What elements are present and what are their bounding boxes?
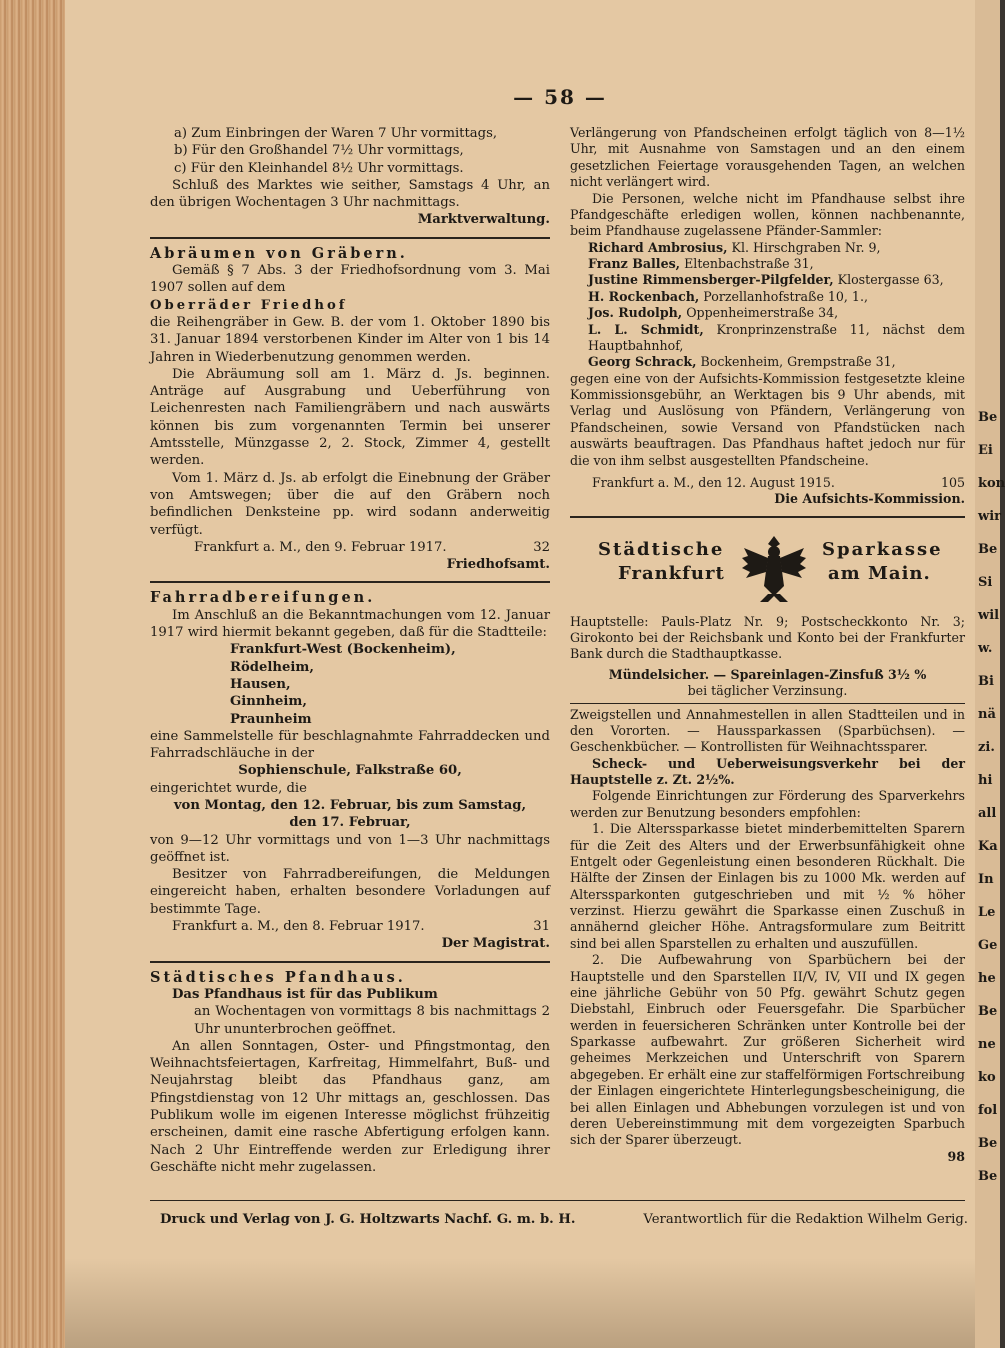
district-item: Ginnheim, xyxy=(230,694,307,710)
page-number: — 58 — xyxy=(513,85,607,109)
collector-address: Porzellanhofstraße 10, 1., xyxy=(703,288,868,304)
pawnshop-continued xyxy=(570,125,965,508)
next-page-edge xyxy=(975,0,1005,1348)
next-page-fragment: ko xyxy=(978,1070,996,1085)
bicycles-heading: Fahrradbereifungen. xyxy=(150,589,376,607)
book-spine xyxy=(0,0,65,1348)
bicycles-paragraph: eingerichtet wurde, die xyxy=(150,780,307,796)
graves-intro: Gemäß § 7 Abs. 3 der Friedhofsordnung vom 3. Mai 1907 sollen auf dem xyxy=(150,263,550,296)
savings-rate: Mündelsicher. — Spareinlagen-Zinsfuß 3½ % xyxy=(608,666,927,682)
market-closing: Schluß des Marktes wie seither, Samstags 4 Uhr, an den übrigen Wochentagen 3 Uhr nachmittags. xyxy=(150,177,550,211)
collector-address: Kronprinzenstraße 11, nächst dem Hauptbahnhof, xyxy=(588,321,965,353)
collector-item xyxy=(570,322,965,355)
next-page-fragment: wir xyxy=(978,509,1001,524)
left-column xyxy=(150,125,550,1176)
footer xyxy=(160,1212,968,1227)
savings-title-right: Sparkasse xyxy=(822,538,943,560)
collector-name: Jos. Rudolph, xyxy=(588,305,683,321)
savings-title-left: Städtische xyxy=(598,538,725,560)
next-page-fragment: nä xyxy=(978,707,996,722)
bicycles-school: Sophienschule, Falkstraße 60, xyxy=(238,763,462,779)
graves-paragraph: Vom 1. März d. Js. ab erfolgt die Einebnung der Gräber von Amtswegen; über die auf den Gräbern noch befindlichen Denksteine pp. wird sodann anderweitig verfügt. xyxy=(150,470,550,538)
next-page-fragment: zi. xyxy=(978,740,995,755)
collector-address: Oppenheimerstraße 34, xyxy=(686,305,839,321)
bicycles-intro: Im Anschluß an die Bekanntmachungen vom 12. Januar 1917 wird hiermit bekannt gegeben, daß für die Stadtteile: xyxy=(150,607,550,641)
next-page-fragment: Le xyxy=(978,905,996,920)
collector-item xyxy=(570,240,965,256)
savings-main-office: Hauptstelle: Pauls-Platz Nr. 9; Postscheckkonto Nr. 3; Girokonto bei der Reichsbank und Konto bei der Frankfurter Bank durch die Stadthauptkasse. xyxy=(570,613,965,662)
printer-line: Druck und Verlag von J. G. Holtzwarts Nachf. G. m. b. H. xyxy=(160,1212,576,1227)
collector-name: H. Rockenbach, xyxy=(588,288,700,304)
collector-address: Klostergasse 63, xyxy=(837,272,944,288)
collector-item xyxy=(570,305,965,321)
savings-title-right: am Main. xyxy=(828,562,931,584)
bicycles-number: 31 xyxy=(533,919,550,935)
savings-paragraph: 1. Die Alterssparkasse bietet minderbemittelten Sparern für die Zeit des Alters und der Erwerbsunfähigkeit ohne Entgelt oder Gegenleistung einen besonderen Rückhalt. Die Hälfte der Zinsen der Einlagen bis zu 1000 Mk. werden auf Alterssparkonten gutgeschrieben und mit ½ % höher verzinst. Hierzu gewährt die Sparkasse einen Zuschuß in annähernd gleicher Höhe. Antragsformulare zum Beitritt sind bei allen Sparstellen zu erhalten und auszufüllen. xyxy=(570,821,965,951)
pawnshop-notice xyxy=(150,969,550,1177)
savings-paragraph: Zweigstellen und Annahmestellen in allen Stadtteilen und in den Vororten. — Haussparkassen (Sparbüchsen). — Geschenkbücher. — Kontrollisten für Weihnachtssparer. xyxy=(570,706,965,755)
savings-number: 98 xyxy=(947,1148,965,1164)
market-item-c: c) Für den Kleinhandel 8½ Uhr vormittags. xyxy=(174,160,464,176)
divider xyxy=(570,703,965,704)
pawnshop-paragraph: Das Pfandhaus ist für das Publikum xyxy=(172,986,438,1002)
frankfurt-eagle-icon xyxy=(740,532,808,604)
next-page-fragment: fol xyxy=(978,1103,998,1118)
bicycles-date-line xyxy=(150,918,550,935)
next-page-fragment: ne xyxy=(978,1037,996,1052)
savings-paragraph: Scheck- und Ueberweisungsverkehr bei der Hauptstelle z. Zt. 2½%. xyxy=(570,755,965,787)
collector-name: Richard Ambrosius, xyxy=(588,239,728,255)
bicycles-period: den 17. Februar, xyxy=(289,815,411,831)
district-item: Rödelheim, xyxy=(230,659,314,675)
district-item: Praunheim xyxy=(230,711,312,727)
page-shadow xyxy=(65,1258,975,1348)
bicycles-period: von Montag, den 12. Februar, bis zum Samstag, xyxy=(173,797,527,813)
bicycles-paragraph: eine Sammelstelle für beschlagnahmte Fahrraddecken und Fahrradschläuche in der xyxy=(150,728,550,762)
bicycles-paragraph: Besitzer von Fahrradbereifungen, die Meldungen eingereicht haben, erhalten besondere Vorladungen auf bestimmte Tage. xyxy=(150,867,550,917)
bicycles-signature: Der Magistrat. xyxy=(441,936,550,952)
collector-address: Bockenheim, Grempstraße 31, xyxy=(700,354,896,370)
market-signature: Marktverwaltung. xyxy=(417,212,550,228)
bicycles-date: Frankfurt a. M., den 8. Februar 1917. xyxy=(172,919,425,935)
collector-item xyxy=(570,256,965,272)
graves-number: 32 xyxy=(533,539,550,555)
pawnshop-heading: Städtisches Pfandhaus. xyxy=(150,968,406,986)
market-item-a: a) Zum Einbringen der Waren 7 Uhr vormittags, xyxy=(174,126,498,141)
savings-bank-ad xyxy=(570,532,965,1165)
district-item: Frankfurt-West (Bockenheim), xyxy=(230,642,456,658)
collector-name: Franz Balles, xyxy=(588,256,681,271)
pawnshop-signature: Die Aufsichts-Kommission. xyxy=(774,491,965,507)
bicycles-paragraph: von 9—12 Uhr vormittags und von 1—3 Uhr nachmittags geöffnet ist. xyxy=(150,832,550,865)
savings-header xyxy=(570,532,965,610)
pawnshop-date-line xyxy=(570,475,965,491)
next-page-fragment: Bi xyxy=(978,674,994,689)
next-page-fragment: Ge xyxy=(978,938,998,953)
editor-line: Verantwortlich für die Redaktion Wilhelm Gerig. xyxy=(643,1212,968,1227)
graves-heading: Abräumen von Gräbern. xyxy=(150,244,408,262)
graves-paragraph: Die Abräumung soll am 1. März d. Js. beginnen. Anträge auf Ausgrabung und Ueberführung von Leichenresten nach Familiengräbern und nach auswärts können bis zum vorgenannten Termin bei unserer Amtsstelle, Münzgasse 2, 2. Stock, Zimmer 4, gestellt werden. xyxy=(150,366,550,469)
district-item: Hausen, xyxy=(230,676,291,692)
pawnshop-paragraph: Die Personen, welche nicht im Pfandhause selbst ihre Pfandgeschäfte erledigen wollen, können nachbenannte, beim Pfandhause zugelassene Pfänder-Sammler: xyxy=(570,190,965,239)
collector-name: Georg Schrack, xyxy=(588,354,697,370)
collector-item xyxy=(570,289,965,305)
pawnshop-paragraph: gegen eine von der Aufsichts-Kommission festgesetzte kleine Kommissionsgebühr, an Werktagen bis 9 Uhr abends, mit Verlag und Auslösung von Pfändern, Verlängerung von Pfandscheinen, sowie Versand von Pfandstücken nach auswärts beauftragen. Das Pfandhaus haftet jedoch nur für die von ihm selbst ausgestellten Pfandscheine. xyxy=(570,370,965,468)
collector-name: Justine Rimmensberger-Pilgfelder, xyxy=(588,272,834,288)
pawnshop-paragraph: an Wochentagen von vormittags 8 bis nachmittags 2 Uhr ununterbrochen geöffnet. xyxy=(194,1004,550,1037)
divider xyxy=(570,516,965,518)
collector-item xyxy=(570,354,965,370)
right-column xyxy=(570,125,965,1165)
collector-item xyxy=(570,272,965,288)
pawnshop-paragraph: Verlängerung von Pfandscheinen erfolgt täglich von 8—1½ Uhr, mit Ausnahme von Samstagen und an den einem gesetzlichen Feiertage vorausgehenden Tagen, an welchen nicht verlängert wird. xyxy=(570,125,965,190)
next-page-fragment: hi xyxy=(978,773,993,788)
next-page-fragment: all xyxy=(978,806,997,821)
next-page-fragment: Be xyxy=(978,1136,998,1151)
pawnshop-paragraph: An allen Sonntagen, Oster- und Pfingstmontag, den Weihnachtsfeiertagen, Karfreitag, Himmelfahrt, Buß- und Neujahrstag bleibt das Pfandhaus ganz, am Pfingstdienstag von 12 Uhr mittags an, geschlossen. Das Publikum wolle im eigenen Interesse möglichst frühzeitig erscheinen, damit eine rasche Abfertigung erfolgen kann. Nach 2 Uhr Eintreffende werden zur Erledigung ihrer Geschäfte nicht mehr zugelassen. xyxy=(150,1038,550,1175)
savings-last-line xyxy=(570,952,965,1149)
next-page-fragment: kon xyxy=(978,476,1005,491)
savings-paragraph: Folgende Einrichtungen zur Förderung des Sparverkehrs werden zur Benutzung besonders empfohlen: xyxy=(570,788,965,820)
savings-paragraph: 2. Die Aufbewahrung von Sparbüchern bei der Hauptstelle und den Sparstellen II/V, IV, VII und IX gegen eine jährliche Gebühr von 50 Pfg. gewährt Schutz gegen Diebstahl, Einbruch oder Feuersgefahr. Die Sparbücher werden in feuersicheren Schränken unter Kontrolle bei der Sparkasse aufbewahrt. Zur größeren Sicherheit wird geheimes Merkzeichen und Unterschrift von Sparern abgegeben. Er erhält eine zur staffelförmigen Fortschreibung der Einlagen eingerichtete Hinterlegungsbescheinigung, die bei allen Einlagen und Abhebungen vorzulegen ist und von deren Uebereinstimmung mit dem vorgezeigten Sparbuch sich der Sparer überzeugt. xyxy=(570,952,965,1148)
next-page-fragment: Ka xyxy=(978,839,998,854)
savings-interest: bei täglicher Verzinsung. xyxy=(687,683,848,699)
next-page-fragment: w. xyxy=(978,641,993,656)
divider xyxy=(150,961,550,963)
market-item-b: b) Für den Großhandel 7½ Uhr vormittags, xyxy=(174,143,464,159)
graves-date-line xyxy=(150,539,550,556)
collector-address: Kl. Hirschgraben Nr. 9, xyxy=(731,239,881,255)
savings-title-left: Frankfurt xyxy=(618,562,725,584)
collector-address: Eltenbachstraße 31, xyxy=(684,256,814,271)
pawnshop-date: Frankfurt a. M., den 12. August 1915. xyxy=(592,474,835,490)
graves-notice xyxy=(150,245,550,574)
pawnshop-number: 105 xyxy=(940,474,965,490)
next-page-fragment: Be xyxy=(978,1004,998,1019)
market-notice xyxy=(150,125,550,229)
divider xyxy=(150,237,550,239)
next-page-fragment: Si xyxy=(978,575,993,590)
graves-paragraph: die Reihengräber in Gew. B. der vom 1. Oktober 1890 bis 31. Januar 1894 verstorbenen Kinder im Alter von 1 bis 14 Jahren in Wiederbenutzung genommen werden. xyxy=(150,314,550,365)
next-page-fragment: wil xyxy=(978,608,1000,623)
divider xyxy=(150,581,550,583)
next-page-fragment: In xyxy=(978,872,994,887)
next-page-fragment: he xyxy=(978,971,996,986)
next-page-fragment: Ei xyxy=(978,443,993,458)
collector-name: L. L. Schmidt, xyxy=(588,321,704,337)
next-page-fragment: Be xyxy=(978,542,998,557)
graves-date: Frankfurt a. M., den 9. Februar 1917. xyxy=(194,539,447,555)
bicycles-notice xyxy=(150,589,550,952)
next-page-fragment: Be xyxy=(978,1169,998,1184)
footer-rule xyxy=(150,1200,965,1201)
next-page-fragment: Be xyxy=(978,410,998,425)
graves-subheading: Oberräder Friedhof xyxy=(150,297,348,313)
graves-signature: Friedhofsamt. xyxy=(446,557,550,573)
